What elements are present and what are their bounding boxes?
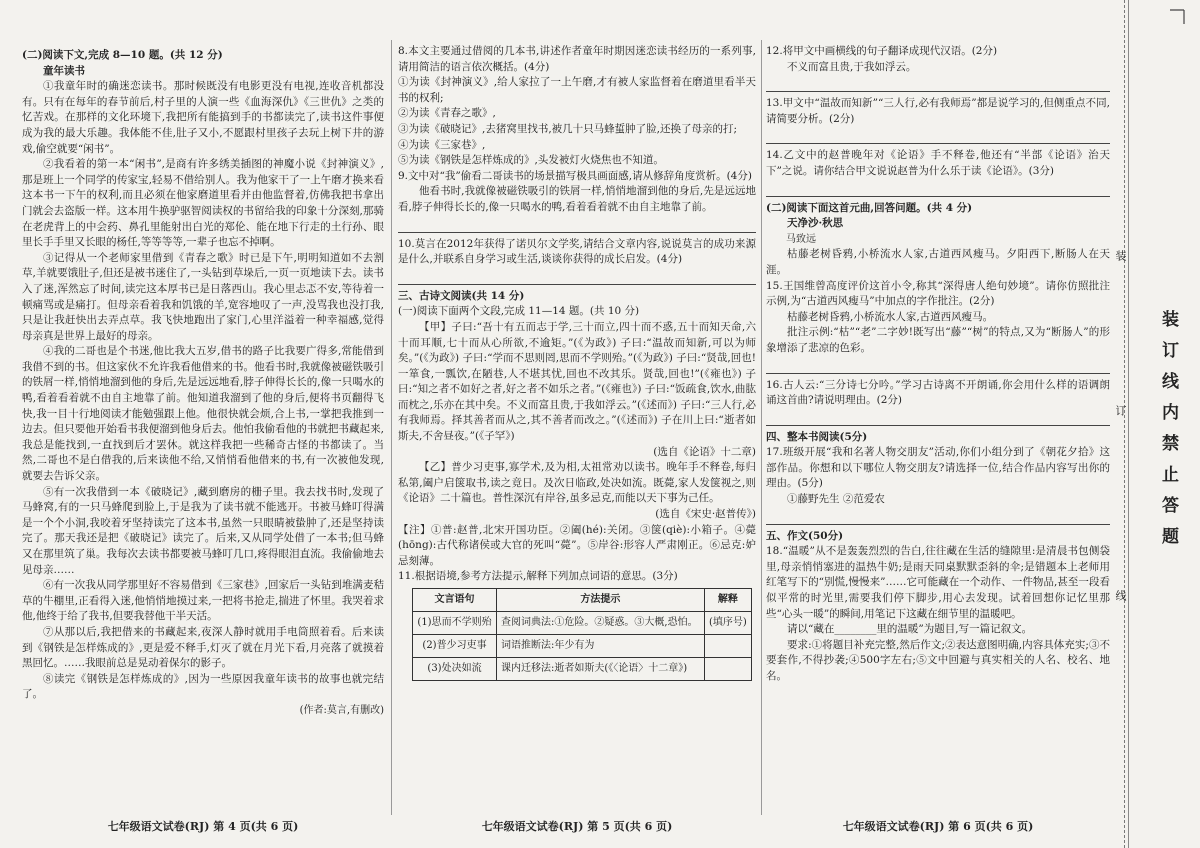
answer-line[interactable] <box>398 218 756 233</box>
question-16: 16.古人云:“三分诗七分吟。”学习古诗离不开朗诵,你会用什么样的语调朗诵这首曲?请说明理由。(2分) <box>766 378 1110 407</box>
paragraph: ①我童年时的确迷恋读书。那时候既没有电影更没有电视,连收音机都没有。只有在每年的春节前后,村子里的人演一些《血海深仇》《三世仇》之类的忆苦戏。在那样的文化环境下,我把所有能搞到手的书都读完了,读书这件事便成为我的最大乐趣。我体能不佳,肚子又小,不愿跟村里孩子去玩上树下井的游戏,偷空就要“闲书”。 <box>22 80 384 155</box>
table-header: 解释 <box>704 589 751 612</box>
poem-title: 天净沙·秋思 <box>787 217 844 230</box>
binding-mark: 订 <box>1114 405 1127 416</box>
q8-item: ②为读《青春之歌》, <box>398 107 496 120</box>
question-9: 9.文中对“我”偷看二哥读书的场景描写极具画面感,请从修辞角度赏析。(4分) <box>398 169 752 182</box>
column-page-5 <box>398 44 756 809</box>
poem-author: 马致远 <box>786 233 816 245</box>
answer-line[interactable] <box>766 77 1110 92</box>
paragraph: ⑤有一次我借到一本《破晓记》,藏到磨房的栅子里。我去找书时,发现了马蜂窝,有的一只马蜂爬到脸上,于是我为了读书就不能逃开。书被马蜂叮得满是一个个小洞,我咬着牙坚持读完了这本书,虽然一只眼睛被蛰肿了,还是坚持读完了。那天我还是把《破晓记》读完了。后来,又从同学处借了一本书;但马蜂又在那里筑了巢。我每次去读书都要被马蜂叮几口,疼得眼泪直流。我偷偷地去见母亲…… <box>22 485 384 576</box>
classical-text-yi: 【乙】普少习吏事,寡学术,及为相,太祖常劝以读书。晚年手不释卷,每归私第,阖户启箧取书,读之竟日。及次日临政,处决如流。既薨,家人发箧视之,则《论语》二十篇也。普性深沉有岸谷,虽多忌克,而能以天下事为己任。 <box>398 461 756 505</box>
source: (选自《论语》十二章) <box>653 445 756 458</box>
page-footer: 七年级语文试卷(RJ) 第 5 页(共 6 页) <box>481 820 673 833</box>
q15-example: 批注示例:“枯”“老”二字妙!既写出“藤”“树”的特点,又为“断肠人”的形象增添了悲凉的色彩。 <box>766 326 1110 354</box>
table-row <box>413 635 752 658</box>
author-credit: (作者:莫言,有删改) <box>299 704 384 716</box>
paragraph: ②我看着的第一本“闲书”,是商有许多绣美插图的神魔小说《封神演义》,那是班上一个同学的传家宝,轻易不借给别人。我为他家干了一上午磨才换来看这本书一下午的权利,而且必须在他家磨道里看并由他监督着,仿佛我把书拿出门就会去盗版一样。这本用牛换驴驱智阅读权的书留给我的印象十分深刻,那骑在老虎背上的中会药、鼻孔里能射出白光的郑伦、能在地下行走的土行孙、眼里长手手里又长眼的杨任,等等等等,一辈子也忘不掉啊。 <box>22 158 384 249</box>
table-cell: (2)普少习吏事 <box>413 635 497 658</box>
table-row <box>413 658 752 681</box>
page-footer: 七年级语文试卷(RJ) 第 4 页(共 6 页) <box>107 820 299 833</box>
column-divider <box>761 40 762 815</box>
answer-line[interactable] <box>766 411 1110 426</box>
q8-item: ⑤为读《钢铁是怎样炼成的》,头发被灯火烧焦也不知道。 <box>398 154 664 167</box>
poem-text: 枯藤老树昏鸦,小桥流水人家,古道西风瘦马。夕阳西下,断肠人在天涯。 <box>766 248 1110 276</box>
table-cell: 词语推断法:年少有为 <box>497 635 705 658</box>
question-11: 11.根据语境,参考方法提示,解释下列加点词语的意思。(3分) <box>398 570 678 583</box>
question-14: 14.乙文中的赵普晚年对《论语》手不释卷,他还有“半部《论语》治天下”之说。请你结合甲文说说赵普为什么乐于读《论语》。(3分) <box>766 149 1110 177</box>
answer-cell[interactable]: (填序号) <box>704 612 751 635</box>
table-cell: (1)思而不学则殆 <box>413 612 497 635</box>
question-15: 15.王国维曾高度评价这首小令,称其“深得唐人绝句妙境”。请你仿照批注示例,为“古道西风瘦马”中加点的字作批注。(2分) <box>766 279 1110 308</box>
binding-warning: 装订线内禁止答题 <box>1158 310 1178 558</box>
table-row <box>413 612 752 635</box>
paragraph: ⑥有一次我从同学那里好不容易借到《三家巷》,回家后一头钻到堆满麦秸草的牛棚里,正看得入迷,他悄悄地摸过来,一把将书抢走,揣进了怀里。我哭着求他,他终于给了我书,但要我替他干半天活。 <box>22 579 384 623</box>
table-header: 方法提示 <box>497 589 705 612</box>
answer-cell[interactable] <box>704 658 751 681</box>
q9-quote: 他看书时,我就像被磁铁吸引的铁屑一样,悄悄地溜到他的身后,先是远远地看,脖子伸得长长的,像一只喝水的鸭,看着看着就不由自主地靠了前。 <box>398 185 756 213</box>
q8-item: ④为读《三家巷》, <box>398 138 486 151</box>
table-cell: 课内迁移法:逝者如斯夫(《〈论语〉十二章》) <box>497 658 705 681</box>
passage-title: 童年读书 <box>43 64 85 77</box>
q8-item: ①为读《封神演义》,给人家拉了一上午磨,才有被人家监督着在磨道里看半天书的权利; <box>398 76 756 104</box>
page-footer: 七年级语文试卷(RJ) 第 6 页(共 6 页) <box>842 820 1034 833</box>
table-cell: (3)处决如流 <box>413 658 497 681</box>
column-page-4 <box>22 44 384 809</box>
paragraph: ⑧读完《钢铁是怎样炼成的》,因为一些原因我童年读书的故事也就完结了。 <box>22 672 384 701</box>
source: (选自《宋史·赵普传》) <box>655 508 756 521</box>
classical-text-jia: 【甲】子曰:“吾十有五而志于学,三十而立,四十而不惑,五十而知天命,六十而耳顺,七十而从心所欲,不逾矩。”(《为政》) 子曰:“温故而知新,可以为师矣。”(《为政》) 子曰:“学而不思则罔,思而不学则殆。”(《为政》) 子曰:“贤哉,回也!一箪食,一瓢饮,在陋巷,人不堪其忧,回也不改其乐。贤哉,回也!”(《雍也》) 子曰:“知之者不如好之者,好之者不如乐之者。”(《雍也》) 子曰:“饭疏食,饮水,曲肱而枕之,乐亦在其中矣。不义而富且贵,于我如浮云。”(《述而》) 子曰:“三人行,必有我师焉。择其善者而从之,其不善者而改之。”(《述而》) 子在川上曰:“逝者如斯夫,不舍昼夜。”(《子罕》) <box>398 320 756 443</box>
section-heading: 五、作文(50分) <box>766 529 844 542</box>
q18-requirements: 要求:①将题目补充完整,然后作文;②表达意图明确,内容具体充实;③不要套作,不得抄袭;④500字左右;⑤文中回避与真实相关的人名、校名、地名。 <box>766 638 1110 682</box>
column-divider <box>391 40 392 815</box>
q17-options: ①藤野先生 ②范爱农 <box>787 493 885 506</box>
table-cell: 查阅词典法:①危险。②疑惑。③大概,恐怕。 <box>497 612 705 635</box>
column-page-6 <box>766 44 1110 809</box>
notes: 【注】①普:赵普,北宋开国功臣。②阖(hé):关闭。③箧(qiè):小箱子。④薨(hōng):古代称诸侯或大官的死叫“薨”。⑤岸谷:形容人严肃刚正。⑥忌克:妒忌刻薄。 <box>398 523 756 567</box>
answer-line[interactable] <box>766 359 1110 374</box>
binding-mark: 装 <box>1114 250 1127 261</box>
question-12: 12.将甲文中画横线的句子翻译成现代汉语。(2分) <box>766 45 998 57</box>
question-8: 8.本文主要通过借阅的几本书,讲述作者童年时期因迷恋读书经历的一系列事,请用简洁的语言依次概括。(4分) <box>398 45 756 73</box>
q8-item: ③为读《破晓记》,去猪窝里找书,被几十只马蜂蜇肿了脸,还换了母亲的打; <box>398 122 738 135</box>
section-heading: (二)阅读下文,完成 8—10 题。(共 12 分) <box>22 49 223 61</box>
binding-mark: 线 <box>1114 590 1127 601</box>
section-heading: 三、古诗文阅读(共 14 分) <box>398 289 525 302</box>
subsection-heading: (一)阅读下面两个文段,完成 11—14 题。(共 10 分) <box>398 305 640 318</box>
table-header: 文言语句 <box>413 589 497 612</box>
q12-sentence: 不义而富且贵,于我如浮云。 <box>787 60 917 73</box>
question-10: 10.莫言在2012年获得了诺贝尔文学奖,请结合文章内容,说说莫言的成功来源是什么,并联系自身学习或生活,谈谈你获得的成长启发。(4分) <box>398 237 756 266</box>
paragraph: ③记得从一个老师家里借到《青春之歌》时已是下午,明明知道如不去割草,羊就要饿肚子,但还是被书迷住了,一头钻到草垛后,一页一页地读下去。读书入了迷,浑然忘了时间,读完这本厚书已是日落西山。我心里忐忑不安,等待着一顿痛骂或是痛打。但母亲看着我和饥饿的羊,宽容地叹了一声,没骂我也没打我,只是让我赶快出去弄点草。我飞快地跑出了家门,心里洋溢着一种幸福感,觉得母亲真是世界上最好的母亲。 <box>22 251 384 342</box>
vocab-table <box>412 588 752 681</box>
answer-line[interactable] <box>766 129 1110 144</box>
answer-line[interactable] <box>766 510 1110 525</box>
paragraph: ⑦从那以后,我把借来的书藏起来,夜深人静时就用手电筒照着看。后来读到《钢铁是怎样炼成的》,更是爱不释手,灯灭了就在月光下看,月亮落了就摸着黑回忆。……我眼前总是晃动着保尔的影子。 <box>22 625 384 670</box>
binding-dashed-line <box>1124 0 1125 848</box>
q15-line: 枯藤老树昏鸦,小桥流水人家,古道西风瘦马。 <box>787 310 994 323</box>
corner-mark-icon <box>1168 8 1186 29</box>
section-heading: 四、整本书阅读(5分) <box>766 430 868 443</box>
question-17: 17.班级开展“我和名著人物交朋友”活动,你们小组分到了《朝花夕拾》这部作品。你想和以下哪位人物交朋友?请选择一位,结合作品内容写出你的理由。(5分) <box>766 446 1110 490</box>
subsection-heading: (二)阅读下面这首元曲,回答问题。(共 4 分) <box>766 201 973 214</box>
question-13: 13.甲文中“温故而知新”“三人行,必有我师焉”都是说学习的,但侧重点不同,请简要分析。(2分) <box>766 97 1110 125</box>
answer-line[interactable] <box>398 270 756 285</box>
answer-line[interactable] <box>766 182 1110 197</box>
q18-task: 请以“藏在________里的温暖”为题目,写一篇记叙文。 <box>787 623 1033 636</box>
paragraph: ④我的二哥也是个书迷,他比我大五岁,借书的路子比我要广得多,常能借到我借不到的书。但这家伙不允许我看他借来的书。他看书时,我就像被磁铁吸引的铁屑一样,悄悄地溜到他的身后,先是远远地看,脖子伸得长长的,像一只喝水的鸭,看着看着就不由自主地靠了前。他知道我溜到了他的身后,便将书页翻得飞快,我一目十行地阅读才能勉强跟上他。他很快就会烦,合上书,一掌把我推到一边去。但只要他开始看书我便溜到他身后去。他怕我偷看他的书就把书藏起来,我总是能找到,一直找到后才罢休。就这样我把一些稀奇古怪的书都读了。当然,二哥也不是白借我的,后来读他不给,又悄悄看他借来的书,有一次被他发现,就要去告诉父亲。 <box>22 345 384 483</box>
question-18: 18.“温暖”从不是轰轰烈烈的告白,往往藏在生活的缝隙里:是清晨书包侧袋里,母亲悄悄塞进的温热牛奶;是雨天同桌默默歪斜的伞;是错题本上老师用红笔写下的“别慌,慢慢来”……它可能藏在一个动作、一件物品,甚至一段看似平常的时光里,需要我们停下脚步,用心去发现。试着回想你记忆里那些“心头一暖”的瞬间,用笔记下这藏在细节里的温暖吧。 <box>766 545 1110 620</box>
answer-cell[interactable] <box>704 635 751 658</box>
